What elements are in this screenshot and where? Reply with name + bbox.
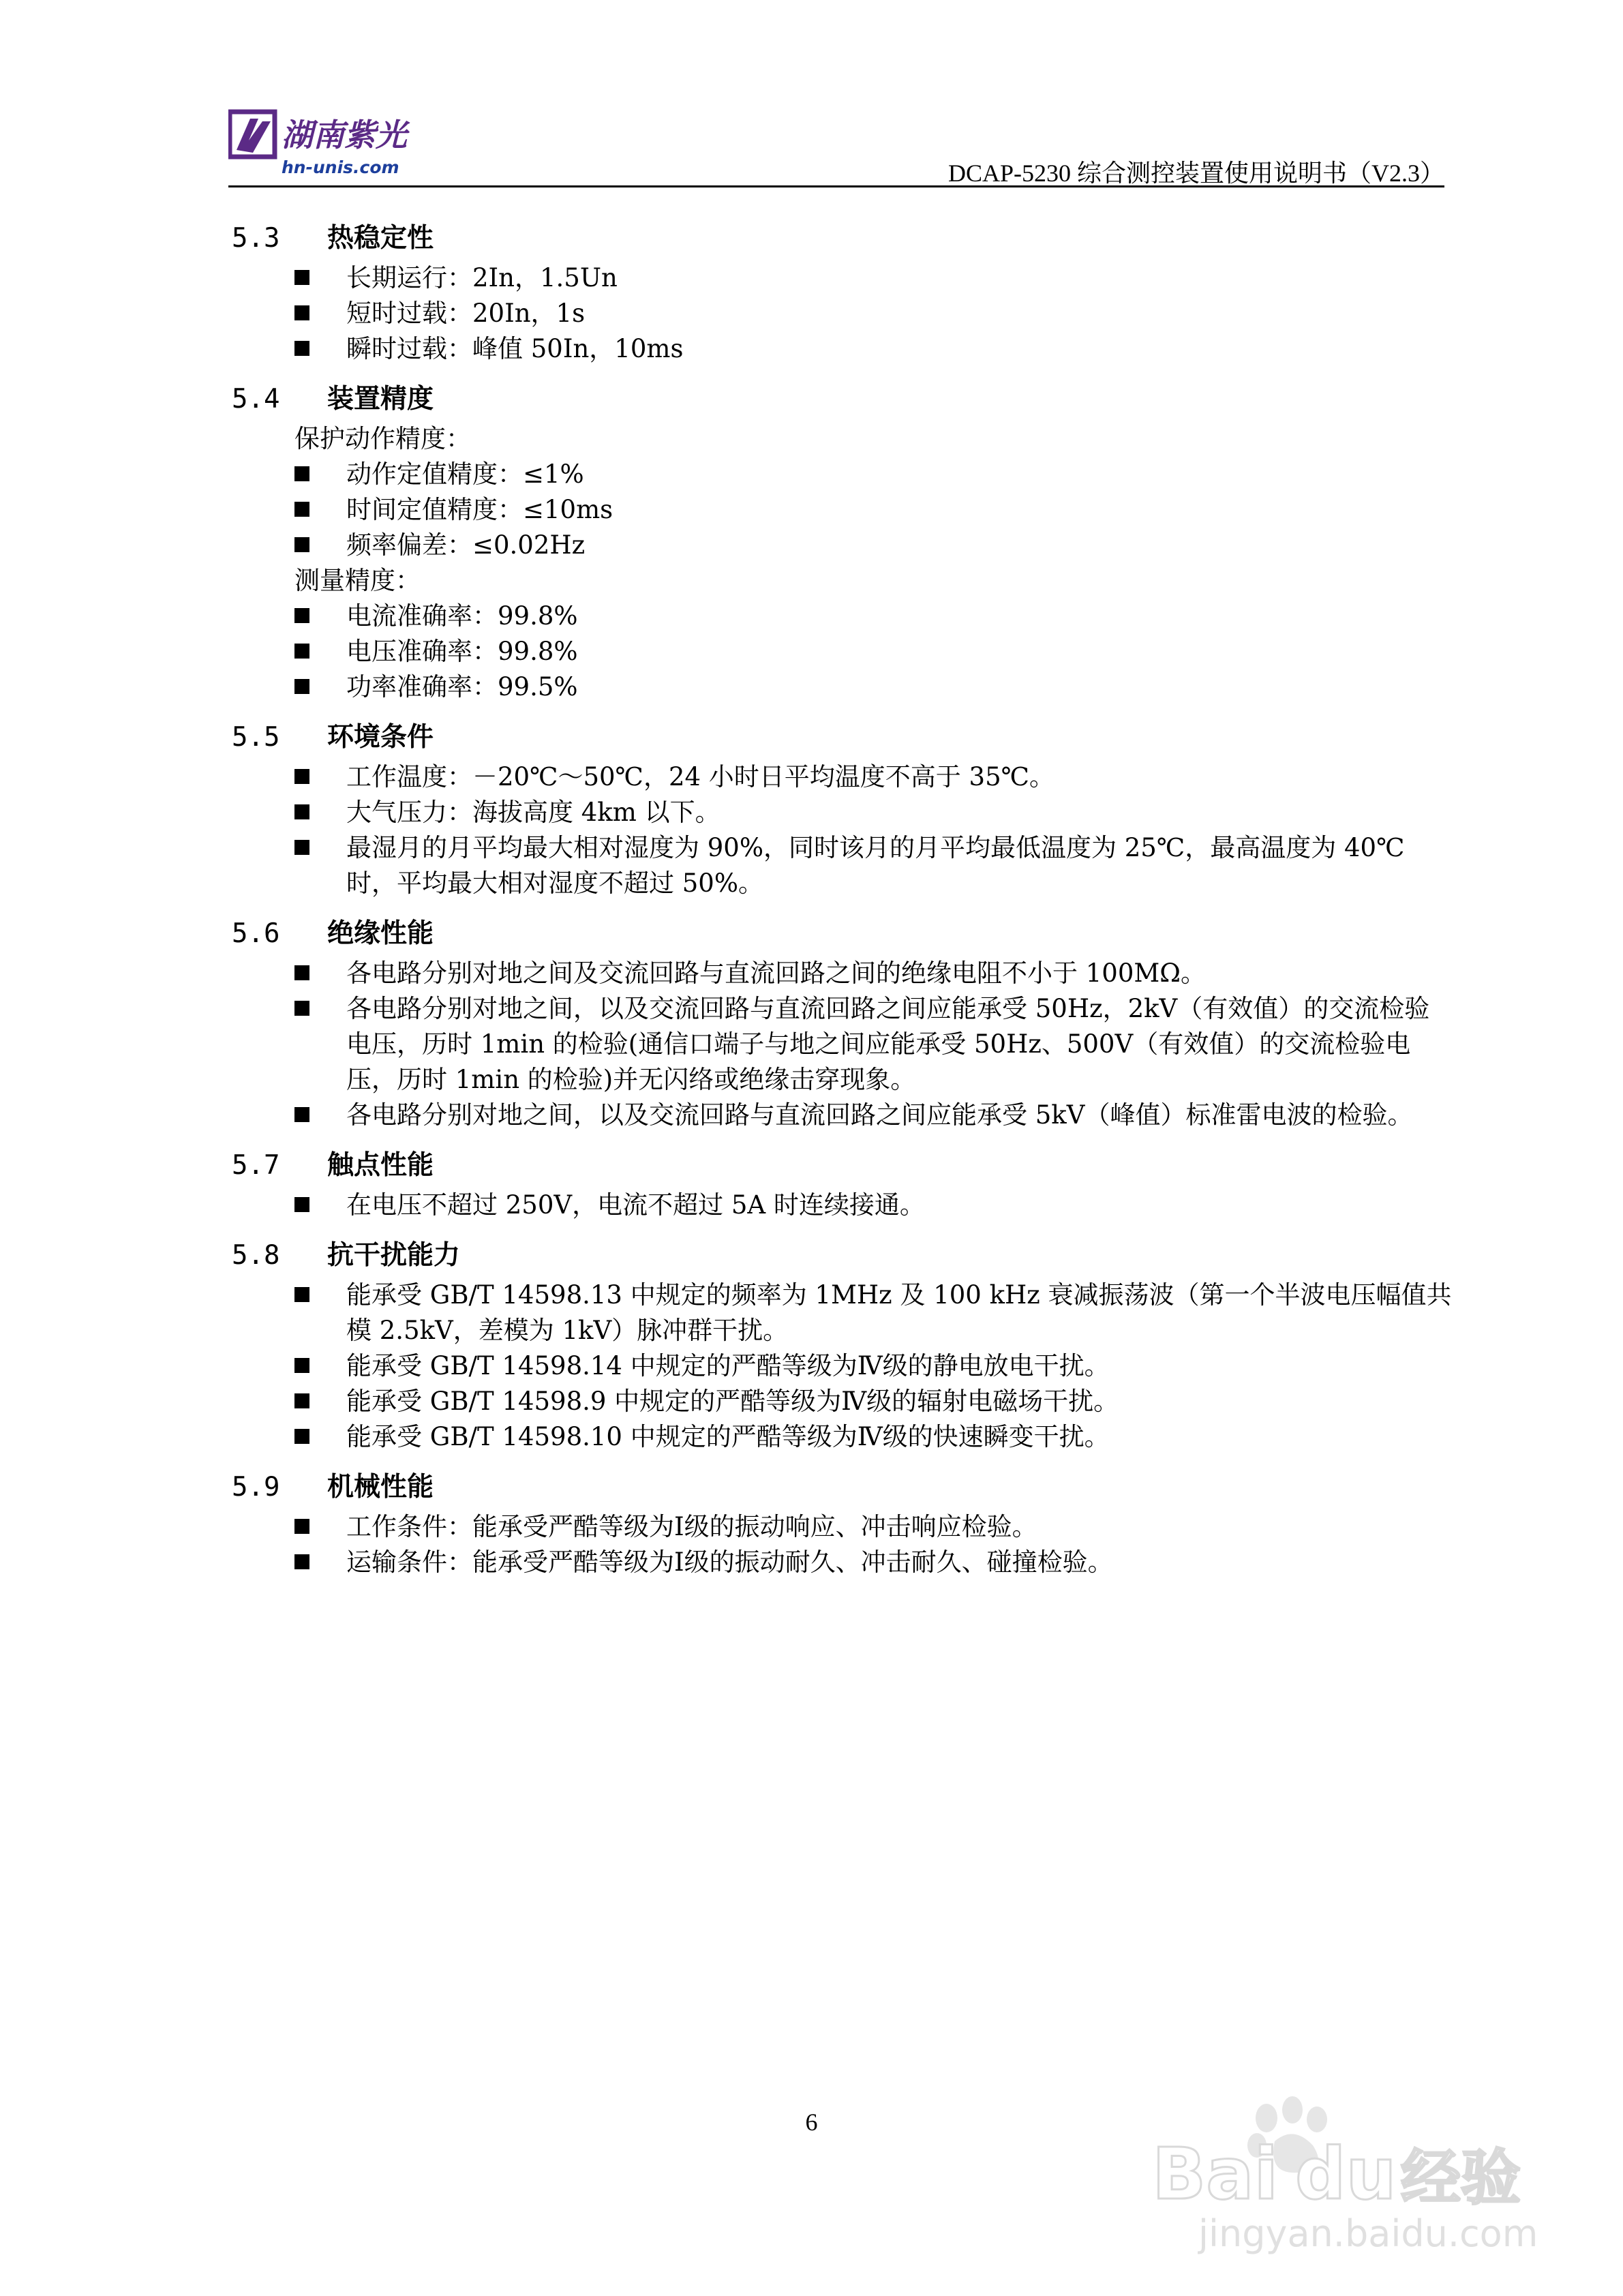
watermark-suffix: 经验 [1401, 2143, 1521, 2213]
list-item [232, 991, 1452, 1098]
section-title: 绝缘性能 [327, 918, 434, 949]
square-bullet-icon [294, 769, 309, 784]
list-item [232, 669, 1452, 705]
list-item [232, 830, 1452, 901]
list-item-text: 时间定值精度：≤10ms [346, 495, 613, 524]
list-item [232, 1098, 1452, 1133]
bullet-list [232, 457, 1452, 563]
section-5-5 [232, 716, 1452, 901]
section-title: 热稳定性 [327, 223, 434, 254]
subsection-label: 测量精度： [294, 566, 421, 595]
square-bullet-icon [294, 1287, 309, 1302]
section-heading [232, 1144, 1452, 1188]
square-bullet-icon [294, 1358, 309, 1373]
square-bullet-icon [294, 537, 309, 552]
list-item-text: 工作条件：能承受严酷等级为Ⅰ级的振动响应、冲击响应检验。 [346, 1512, 1037, 1541]
list-item [232, 260, 1452, 296]
list-item-text: 电流准确率：99.8% [346, 601, 578, 631]
section-number: 5.5 [232, 722, 280, 753]
section-number: 5.8 [232, 1240, 280, 1271]
square-bullet-icon [294, 1519, 309, 1534]
section-title: 机械性能 [327, 1472, 434, 1502]
list-item [232, 1419, 1452, 1455]
square-bullet-icon [294, 270, 309, 285]
bullet-list [232, 1509, 1452, 1580]
list-item-text: 各电路分别对地之间及交流回路与直流回路之间的绝缘电阻不小于 100MΩ。 [346, 958, 1206, 988]
list-item-text: 能承受 GB/T 14598.14 中规定的严酷等级为Ⅳ级的静电放电干扰。 [346, 1351, 1110, 1380]
square-bullet-icon [294, 679, 309, 694]
section-heading [232, 1234, 1452, 1278]
bullet-list [232, 956, 1452, 1133]
list-item [232, 599, 1452, 634]
section-title: 触点性能 [327, 1150, 434, 1181]
list-item [232, 634, 1452, 669]
page-number: 6 [805, 2109, 818, 2136]
square-bullet-icon [294, 804, 309, 819]
section-5-8 [232, 1234, 1452, 1455]
list-item-text: 运输条件：能承受严酷等级为Ⅰ级的振动耐久、冲击耐久、碰撞检验。 [346, 1547, 1113, 1577]
list-item-text: 功率准确率：99.5% [346, 672, 578, 701]
list-item-text: 最湿月的月平均最大相对湿度为 90%，同时该月的月平均最低温度为 25℃，最高温度为 40℃时，平均最大相对湿度不超过 50%。 [346, 833, 1405, 898]
square-bullet-icon [294, 1001, 309, 1016]
list-item-text: 工作温度：－20℃～50℃，24 小时日平均温度不高于 35℃。 [346, 762, 1055, 791]
list-item [232, 1348, 1452, 1384]
logo-text: 湖南紫光 [282, 117, 407, 153]
list-item-text: 短时过载：20In，1s [346, 299, 586, 328]
square-bullet-icon [294, 341, 309, 356]
square-bullet-icon [294, 1429, 309, 1444]
bullet-list [232, 599, 1452, 705]
list-item [232, 1278, 1452, 1348]
list-item [232, 331, 1452, 367]
watermark-brand-2: du [1295, 2132, 1397, 2216]
square-bullet-icon [294, 1197, 309, 1212]
section-number: 5.9 [232, 1472, 280, 1502]
list-item-text: 各电路分别对地之间，以及交流回路与直流回路之间应能承受 50Hz，2kV（有效值）的交流检验电压，历时 1min 的检验(通信口端子与地之间应能承受 50Hz、500V（有效值）的交流检验电压，历时 1min 的检验)并无闪络或绝缘击穿现象。 [346, 994, 1430, 1094]
section-5-9 [232, 1466, 1452, 1580]
list-item [232, 956, 1452, 991]
list-item [232, 457, 1452, 492]
logo-url: hn-unis.com [282, 157, 399, 177]
bullet-list [232, 1188, 1452, 1223]
section-heading [232, 217, 1452, 260]
list-item-text: 能承受 GB/T 14598.9 中规定的严酷等级为Ⅳ级的辐射电磁场干扰。 [346, 1387, 1119, 1416]
square-bullet-icon [294, 305, 309, 320]
square-bullet-icon [294, 1107, 309, 1122]
list-item [232, 1384, 1452, 1419]
list-item [232, 1545, 1452, 1580]
section-5-4 [232, 378, 1452, 705]
section-number: 5.7 [232, 1150, 280, 1181]
section-heading [232, 912, 1452, 956]
list-item-text: 瞬时过载：峰值 50In，10ms [346, 334, 684, 363]
watermark-brand: Bai [1152, 2132, 1279, 2216]
square-bullet-icon [294, 608, 309, 623]
square-bullet-icon [294, 840, 309, 855]
list-item-text: 电压准确率：99.8% [346, 637, 578, 666]
list-item [232, 296, 1452, 331]
list-item [232, 1509, 1452, 1545]
list-item [232, 759, 1452, 795]
document-title: DCAP-5230 综合测控装置使用说明书（V2.3） [947, 160, 1444, 187]
section-heading [232, 378, 1452, 421]
section-5-7 [232, 1144, 1452, 1223]
list-item-text: 长期运行：2In，1.5Un [346, 263, 618, 292]
list-item [232, 1188, 1452, 1223]
bullet-list [232, 260, 1452, 367]
baidu-jingyan-watermark [1138, 2083, 1547, 2260]
section-number: 5.6 [232, 918, 280, 949]
section-title: 抗干扰能力 [327, 1240, 461, 1271]
list-item [232, 528, 1452, 563]
section-title: 环境条件 [327, 722, 434, 753]
square-bullet-icon [294, 502, 309, 517]
list-item-text: 能承受 GB/T 14598.13 中规定的频率为 1MHz 及 100 kHz 衰减振荡波（第一个半波电压幅值共模 2.5kV，差模为 1kV）脉冲群干扰。 [346, 1280, 1452, 1345]
list-item-text: 大气压力：海拔高度 4km 以下。 [346, 798, 721, 827]
list-item-text: 频率偏差：≤0.02Hz [346, 530, 586, 560]
square-bullet-icon [294, 965, 309, 980]
square-bullet-icon [294, 644, 309, 659]
list-item [232, 492, 1452, 528]
company-logo [228, 108, 433, 183]
list-item [232, 795, 1452, 830]
watermark-url: jingyan.baidu.com [1198, 2212, 1538, 2255]
section-5-6 [232, 912, 1452, 1133]
square-bullet-icon [294, 1554, 309, 1569]
list-item-text: 动作定值精度：≤1% [346, 459, 584, 489]
bullet-list [232, 759, 1452, 901]
document-body [232, 217, 1452, 1591]
square-bullet-icon [294, 1393, 309, 1408]
bullet-list [232, 1278, 1452, 1455]
square-bullet-icon [294, 466, 309, 481]
list-item-text: 在电压不超过 250V，电流不超过 5A 时连续接通。 [346, 1190, 925, 1220]
section-heading [232, 1466, 1452, 1509]
list-item-text: 各电路分别对地之间，以及交流回路与直流回路之间应能承受 5kV（峰值）标准雷电波的检验。 [346, 1100, 1413, 1130]
section-heading [232, 716, 1452, 759]
section-title: 装置精度 [327, 384, 434, 414]
section-number: 5.4 [232, 384, 280, 414]
section-number: 5.3 [232, 223, 280, 254]
list-item-text: 能承受 GB/T 14598.10 中规定的严酷等级为Ⅳ级的快速瞬变干扰。 [346, 1422, 1110, 1451]
section-5-3 [232, 217, 1452, 367]
subsection-label: 保护动作精度： [294, 424, 471, 453]
header-divider [228, 185, 1444, 187]
